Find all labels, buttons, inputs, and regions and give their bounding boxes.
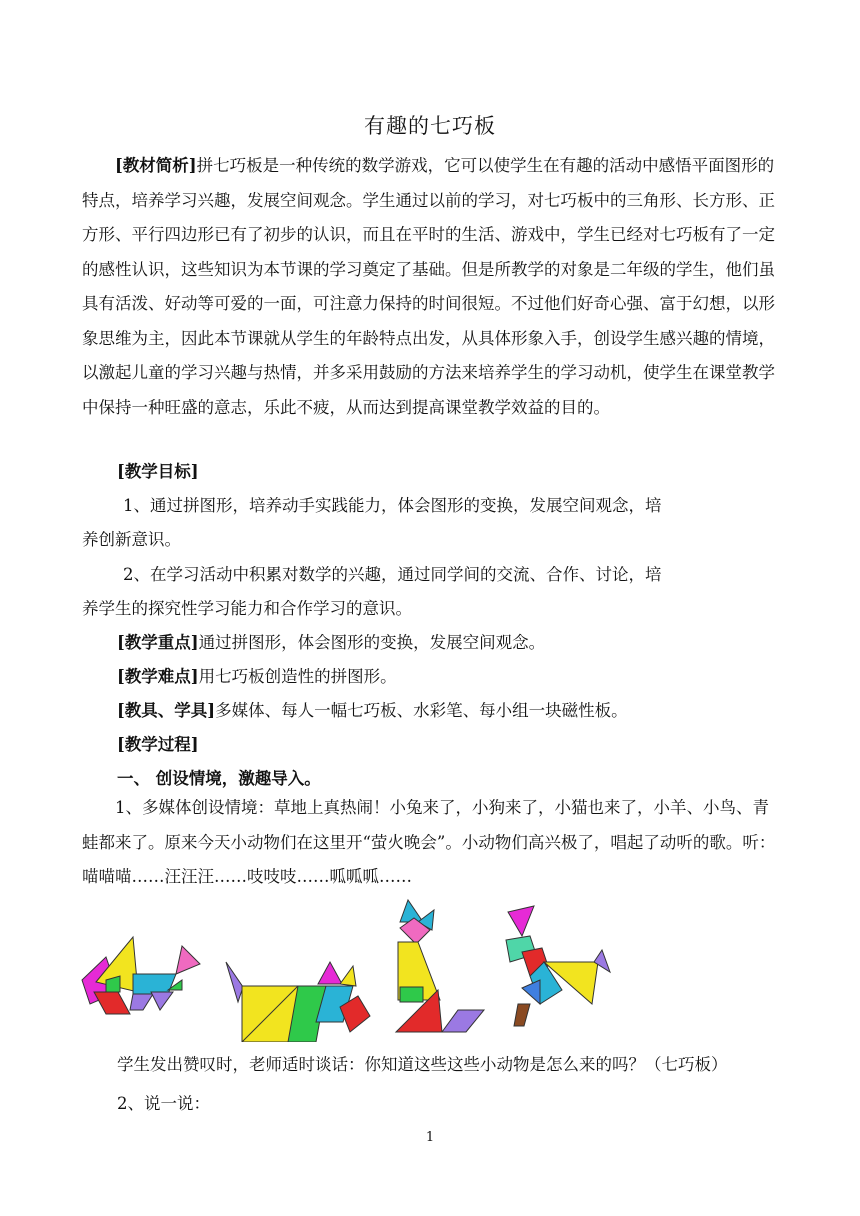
tangram-goat-figure xyxy=(506,906,610,1026)
tools-text: 多媒体、每人一幅七巧板、水彩笔、每小组一块磁性板。 xyxy=(215,701,628,720)
key-point-text: 通过拼图形，体会图形的变换，发展空间观念。 xyxy=(198,633,546,652)
analysis-paragraph xyxy=(82,149,782,425)
tangram-bird-figure xyxy=(82,937,200,1014)
goal-1-line-a: 1、通过拼图形，培养动手实践能力，体会图形的变换，发展空间观念，培 xyxy=(123,496,662,515)
tangram-animals-figure xyxy=(78,892,618,1042)
tangram-cat-figure xyxy=(396,900,484,1032)
page-number: 1 xyxy=(425,1130,435,1145)
key-point xyxy=(117,629,545,653)
key-point-label: [教学重点] xyxy=(117,633,199,652)
after-figure-text: 学生发出赞叹时，老师适时谈话：你知道这些这些小动物是怎么来的吗？（七巧板） xyxy=(117,1055,728,1074)
analysis-label: [教材简析] xyxy=(115,156,197,175)
tangram-dog-figure xyxy=(226,962,370,1042)
goal-1-line-b: 养创新意识。 xyxy=(82,530,181,549)
step-1-paragraph: 1、多媒体创设情境：草地上真热闹！小兔来了，小狗来了，小猫也来了，小羊、小鸟、青蛙都来了。原来今天小动物们在这里开“萤火晚会”。小动物们高兴极了，唱起了动听的歌。听：喵喵喵……汪汪汪……吱吱吱……呱呱呱…… xyxy=(82,798,776,886)
process-heading: [教学过程] xyxy=(117,735,199,754)
page-title: 有趣的七巧板 xyxy=(364,114,496,138)
goals-heading: [教学目标] xyxy=(117,462,199,481)
tools xyxy=(117,697,628,721)
difficulty-label: [教学难点] xyxy=(117,667,199,686)
section-1-heading: 一、 创设情境，激趣导入。 xyxy=(117,769,321,788)
difficulty xyxy=(117,663,397,687)
tools-label: [教具、学具] xyxy=(117,701,216,720)
step-2-text: 2、说一说： xyxy=(117,1094,210,1113)
goal-2-line-a: 2、在学习活动中积累对数学的兴趣，通过同学间的交流、合作、讨论，培 xyxy=(123,565,662,584)
goal-2-line-b: 养学生的探究性学习能力和合作学习的意识。 xyxy=(82,599,412,618)
analysis-text: 拼七巧板是一种传统的数学游戏，它可以使学生在有趣的活动中感悟平面图形的特点，培养学习兴趣，发展空间观念。学生通过以前的学习，对七巧板中的三角形、长方形、正方形、平行四边形已有了初步的认识，而且在平时的生活、游戏中，学生已经对七巧板有了一定的感性认识，这些知识为本节课的学习奠定了基础。但是所教学的对象是二年级的学生，他们虽具有活泼、好动等可爱的一面，可注意力保持的时间很短。不过他们好奇心强、富于幻想，以形象思维为主，因此本节课就从学生的年龄特点出发，从具体形象入手，创设学生感兴趣的情境，以激起儿童的学习兴趣与热情，并多采用鼓励的方法来培养学生的学习动机，使学生在课堂教学中保持一种旺盛的意志，乐此不疲，从而达到提高课堂教学效益的目的。 xyxy=(82,156,775,417)
difficulty-text: 用七巧板创造性的拼图形。 xyxy=(198,667,397,686)
